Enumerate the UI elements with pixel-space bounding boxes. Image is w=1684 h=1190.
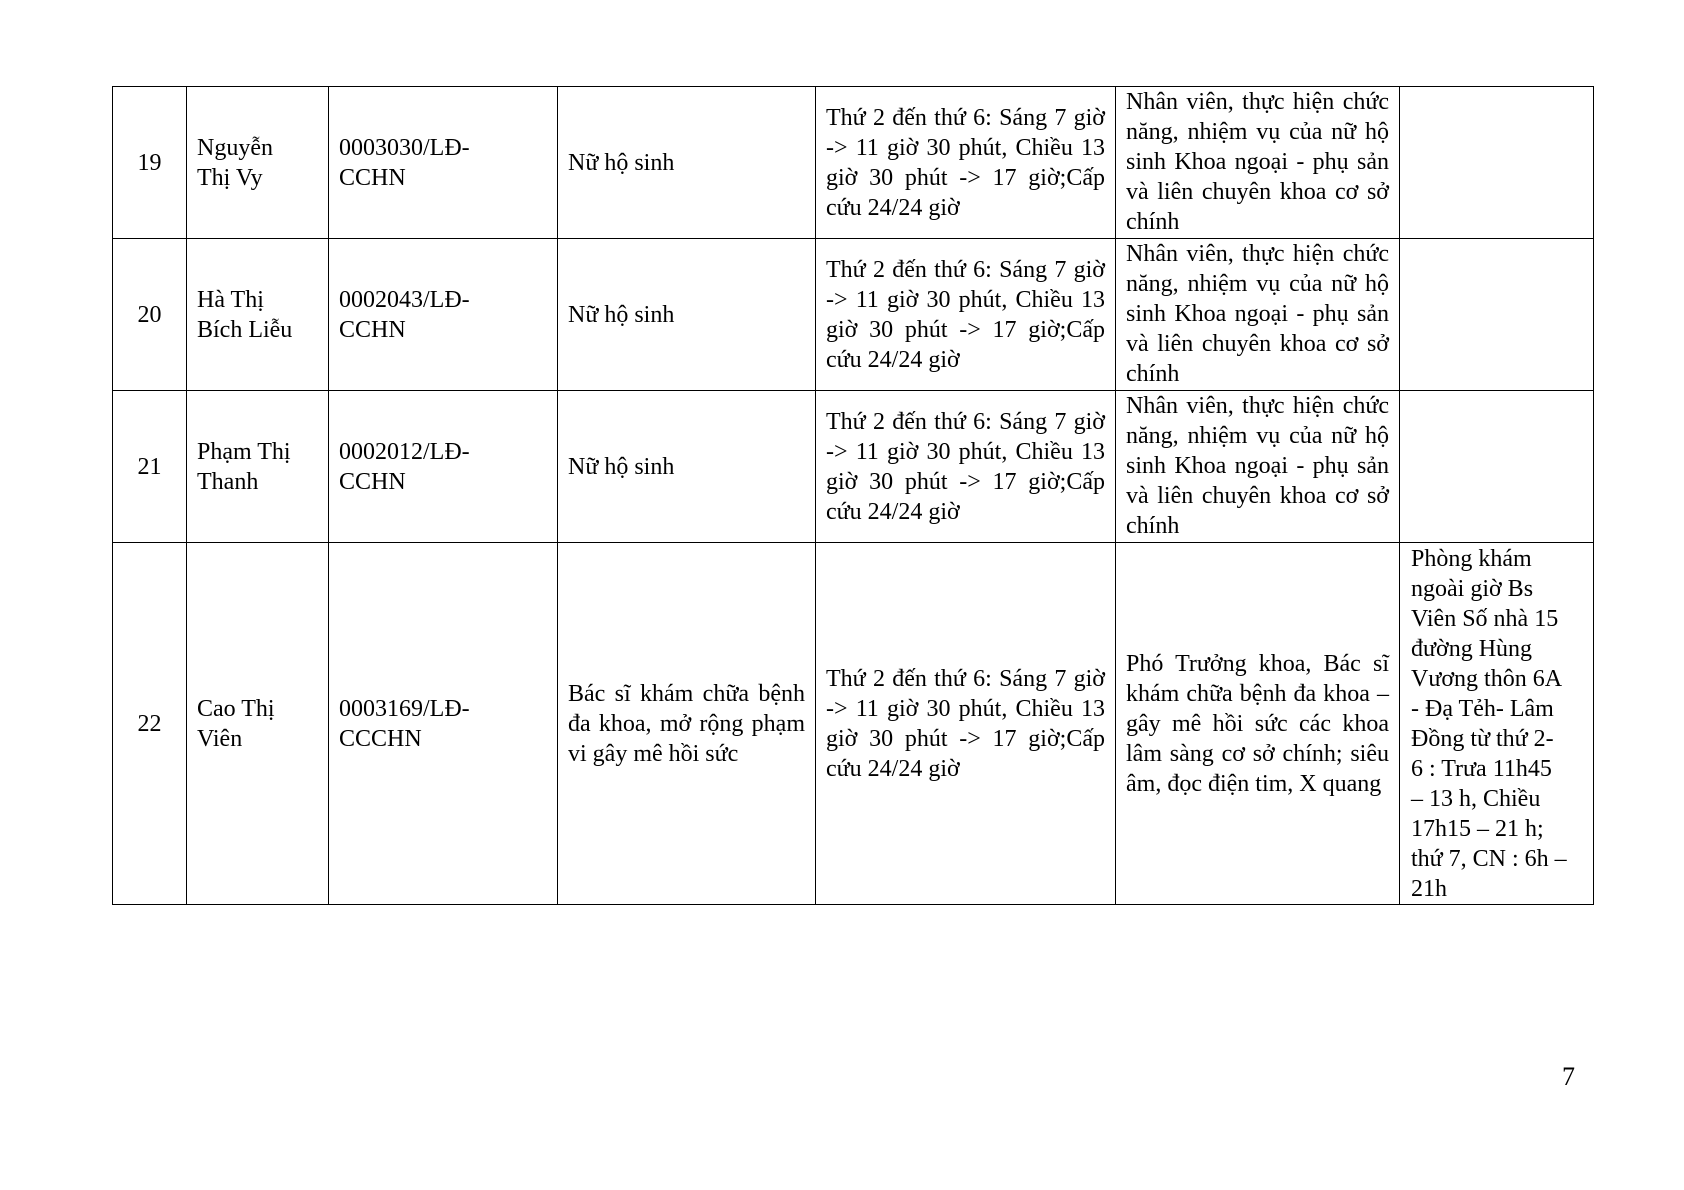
scope-cell: Nữ hộ sinh [558, 239, 816, 391]
stt-cell: 22 [113, 543, 187, 905]
table-row [113, 87, 1594, 239]
name-cell: Hà Thị Bích Liễu [187, 239, 329, 391]
scope-cell: Nữ hộ sinh [558, 391, 816, 543]
extra-cell: Phòng khám ngoài giờ Bs Viên Số nhà 15 đường Hùng Vương thôn 6A - Đạ Tẻh- Lâm Đồng từ thứ 2- 6 : Trưa 11h45 – 13 h, Chiều 17h15 – 21 h; thứ 7, CN : 6h – 21h [1400, 543, 1594, 905]
extra-cell [1400, 239, 1594, 391]
duty-cell: Nhân viên, thực hiện chức năng, nhiệm vụ của nữ hộ sinh Khoa ngoại - phụ sản và liên chuyên khoa cơ sở chính [1116, 391, 1400, 543]
table-row [113, 543, 1594, 905]
scope-cell: Bác sĩ khám chữa bệnh đa khoa, mở rộng phạm vi gây mê hồi sức [558, 543, 816, 905]
hours-cell: Thứ 2 đến thứ 6: Sáng 7 giờ -> 11 giờ 30 phút, Chiều 13 giờ 30 phút -> 17 giờ;Cấp cứu 24/24 giờ [816, 239, 1116, 391]
duty-cell: Phó Trưởng khoa, Bác sĩ khám chữa bệnh đa khoa – gây mê hồi sức các khoa lâm sàng cơ sở chính; siêu âm, đọc điện tim, X quang [1116, 543, 1400, 905]
table-row [113, 391, 1594, 543]
license-cell: 0002043/LĐ- CCHN [329, 239, 558, 391]
name-cell: Cao Thị Viên [187, 543, 329, 905]
name-cell: Nguyễn Thị Vy [187, 87, 329, 239]
page-number: 7 [1562, 1062, 1575, 1091]
hours-cell: Thứ 2 đến thứ 6: Sáng 7 giờ -> 11 giờ 30 phút, Chiều 13 giờ 30 phút -> 17 giờ;Cấp cứu 24/24 giờ [816, 391, 1116, 543]
stt-cell: 21 [113, 391, 187, 543]
stt-cell: 19 [113, 87, 187, 239]
extra-cell [1400, 391, 1594, 543]
name-cell: Phạm Thị Thanh [187, 391, 329, 543]
scope-cell: Nữ hộ sinh [558, 87, 816, 239]
hours-cell: Thứ 2 đến thứ 6: Sáng 7 giờ -> 11 giờ 30 phút, Chiều 13 giờ 30 phút -> 17 giờ;Cấp cứu 24/24 giờ [816, 87, 1116, 239]
table-row [113, 239, 1594, 391]
license-cell: 0003169/LĐ- CCCHN [329, 543, 558, 905]
stt-cell: 20 [113, 239, 187, 391]
hours-cell: Thứ 2 đến thứ 6: Sáng 7 giờ -> 11 giờ 30 phút, Chiều 13 giờ 30 phút -> 17 giờ;Cấp cứu 24/24 giờ [816, 543, 1116, 905]
duty-cell: Nhân viên, thực hiện chức năng, nhiệm vụ của nữ hộ sinh Khoa ngoại - phụ sản và liên chuyên khoa cơ sở chính [1116, 87, 1400, 239]
license-cell: 0003030/LĐ- CCHN [329, 87, 558, 239]
license-cell: 0002012/LĐ- CCHN [329, 391, 558, 543]
duty-cell: Nhân viên, thực hiện chức năng, nhiệm vụ của nữ hộ sinh Khoa ngoại - phụ sản và liên chuyên khoa cơ sở chính [1116, 239, 1400, 391]
extra-cell [1400, 87, 1594, 239]
staff-table [112, 86, 1594, 905]
